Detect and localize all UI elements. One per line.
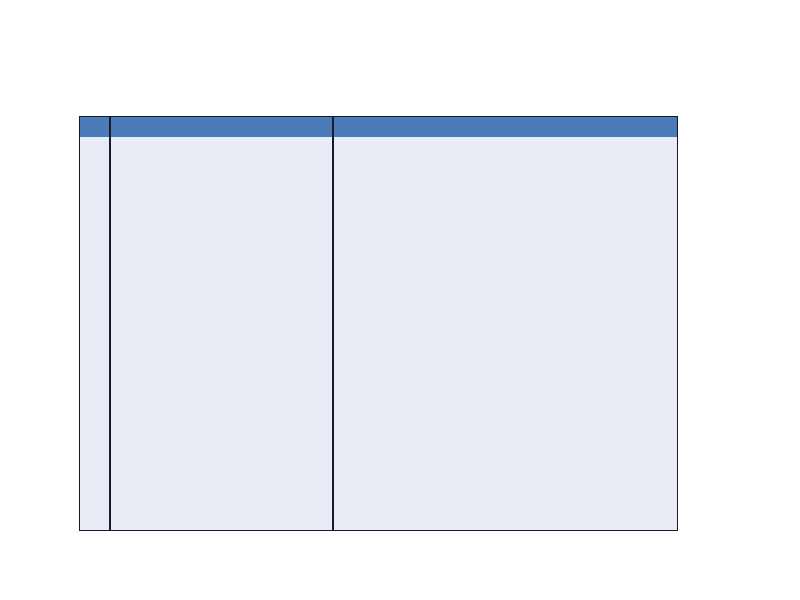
table-zebra-bands bbox=[80, 117, 677, 530]
column-divider-2 bbox=[332, 117, 334, 530]
table-header-row bbox=[80, 117, 677, 137]
column-divider-1 bbox=[109, 117, 111, 530]
reactions-table bbox=[79, 116, 678, 531]
